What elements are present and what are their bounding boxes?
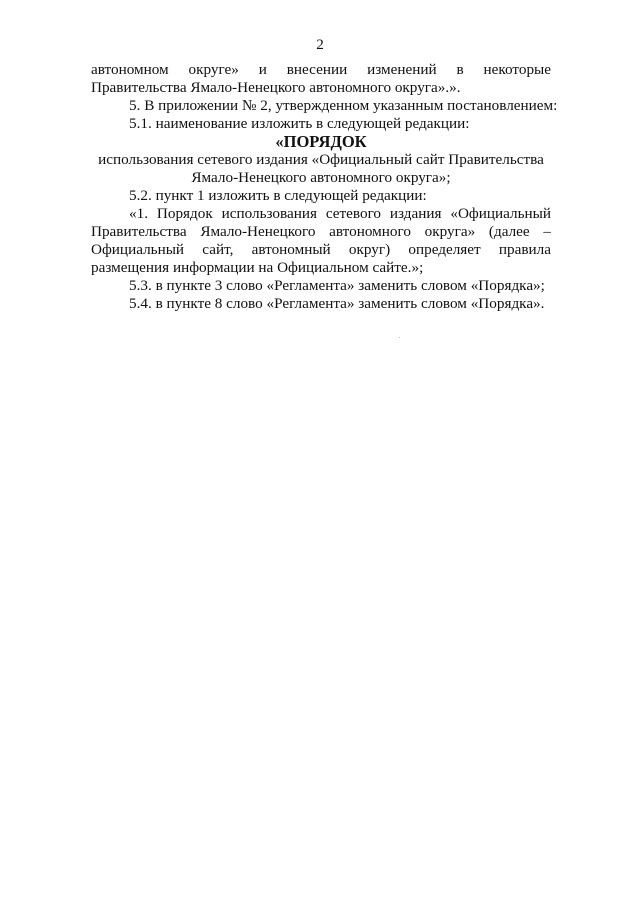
section-heading: «ПОРЯДОК [275,132,367,151]
text-line: 5.4. в пункте 8 слово «Регламента» заменить словом «Порядка». [129,295,545,312]
text-line: 5.2. пункт 1 изложить в следующей редакции: [129,187,427,204]
heading-subtitle-line: Ямало-Ненецкого автономного округа»; [191,169,451,186]
text-line: 5.1. наименование изложить в следующей редакции: [129,115,470,132]
text-line: 5. В приложении № 2, утвержденном указанным постановлением: [129,97,558,114]
text-line: Правительства Ямало-Ненецкого автономного округа».». [91,79,461,96]
text-line: Правительства Ямало-Ненецкого автономного округа» (далее – [91,223,551,240]
page-number: 2 [316,36,324,53]
document-body [91,61,558,313]
text-line: Официальный сайт, автономный округ) определяет правила [91,241,551,258]
heading-subtitle-line: использования сетевого издания «Официальный сайт Правительства [98,151,544,168]
scan-speck [399,337,400,338]
text-line: «1. Порядок использования сетевого издания «Официальный [129,205,551,222]
text-line: 5.3. в пункте 3 слово «Регламента» заменить словом «Порядка»; [129,277,545,294]
text-line: размещения информации на Официальном сайте.»; [91,259,424,276]
text-line: автономном округе» и внесении изменений в некоторые [91,61,551,78]
